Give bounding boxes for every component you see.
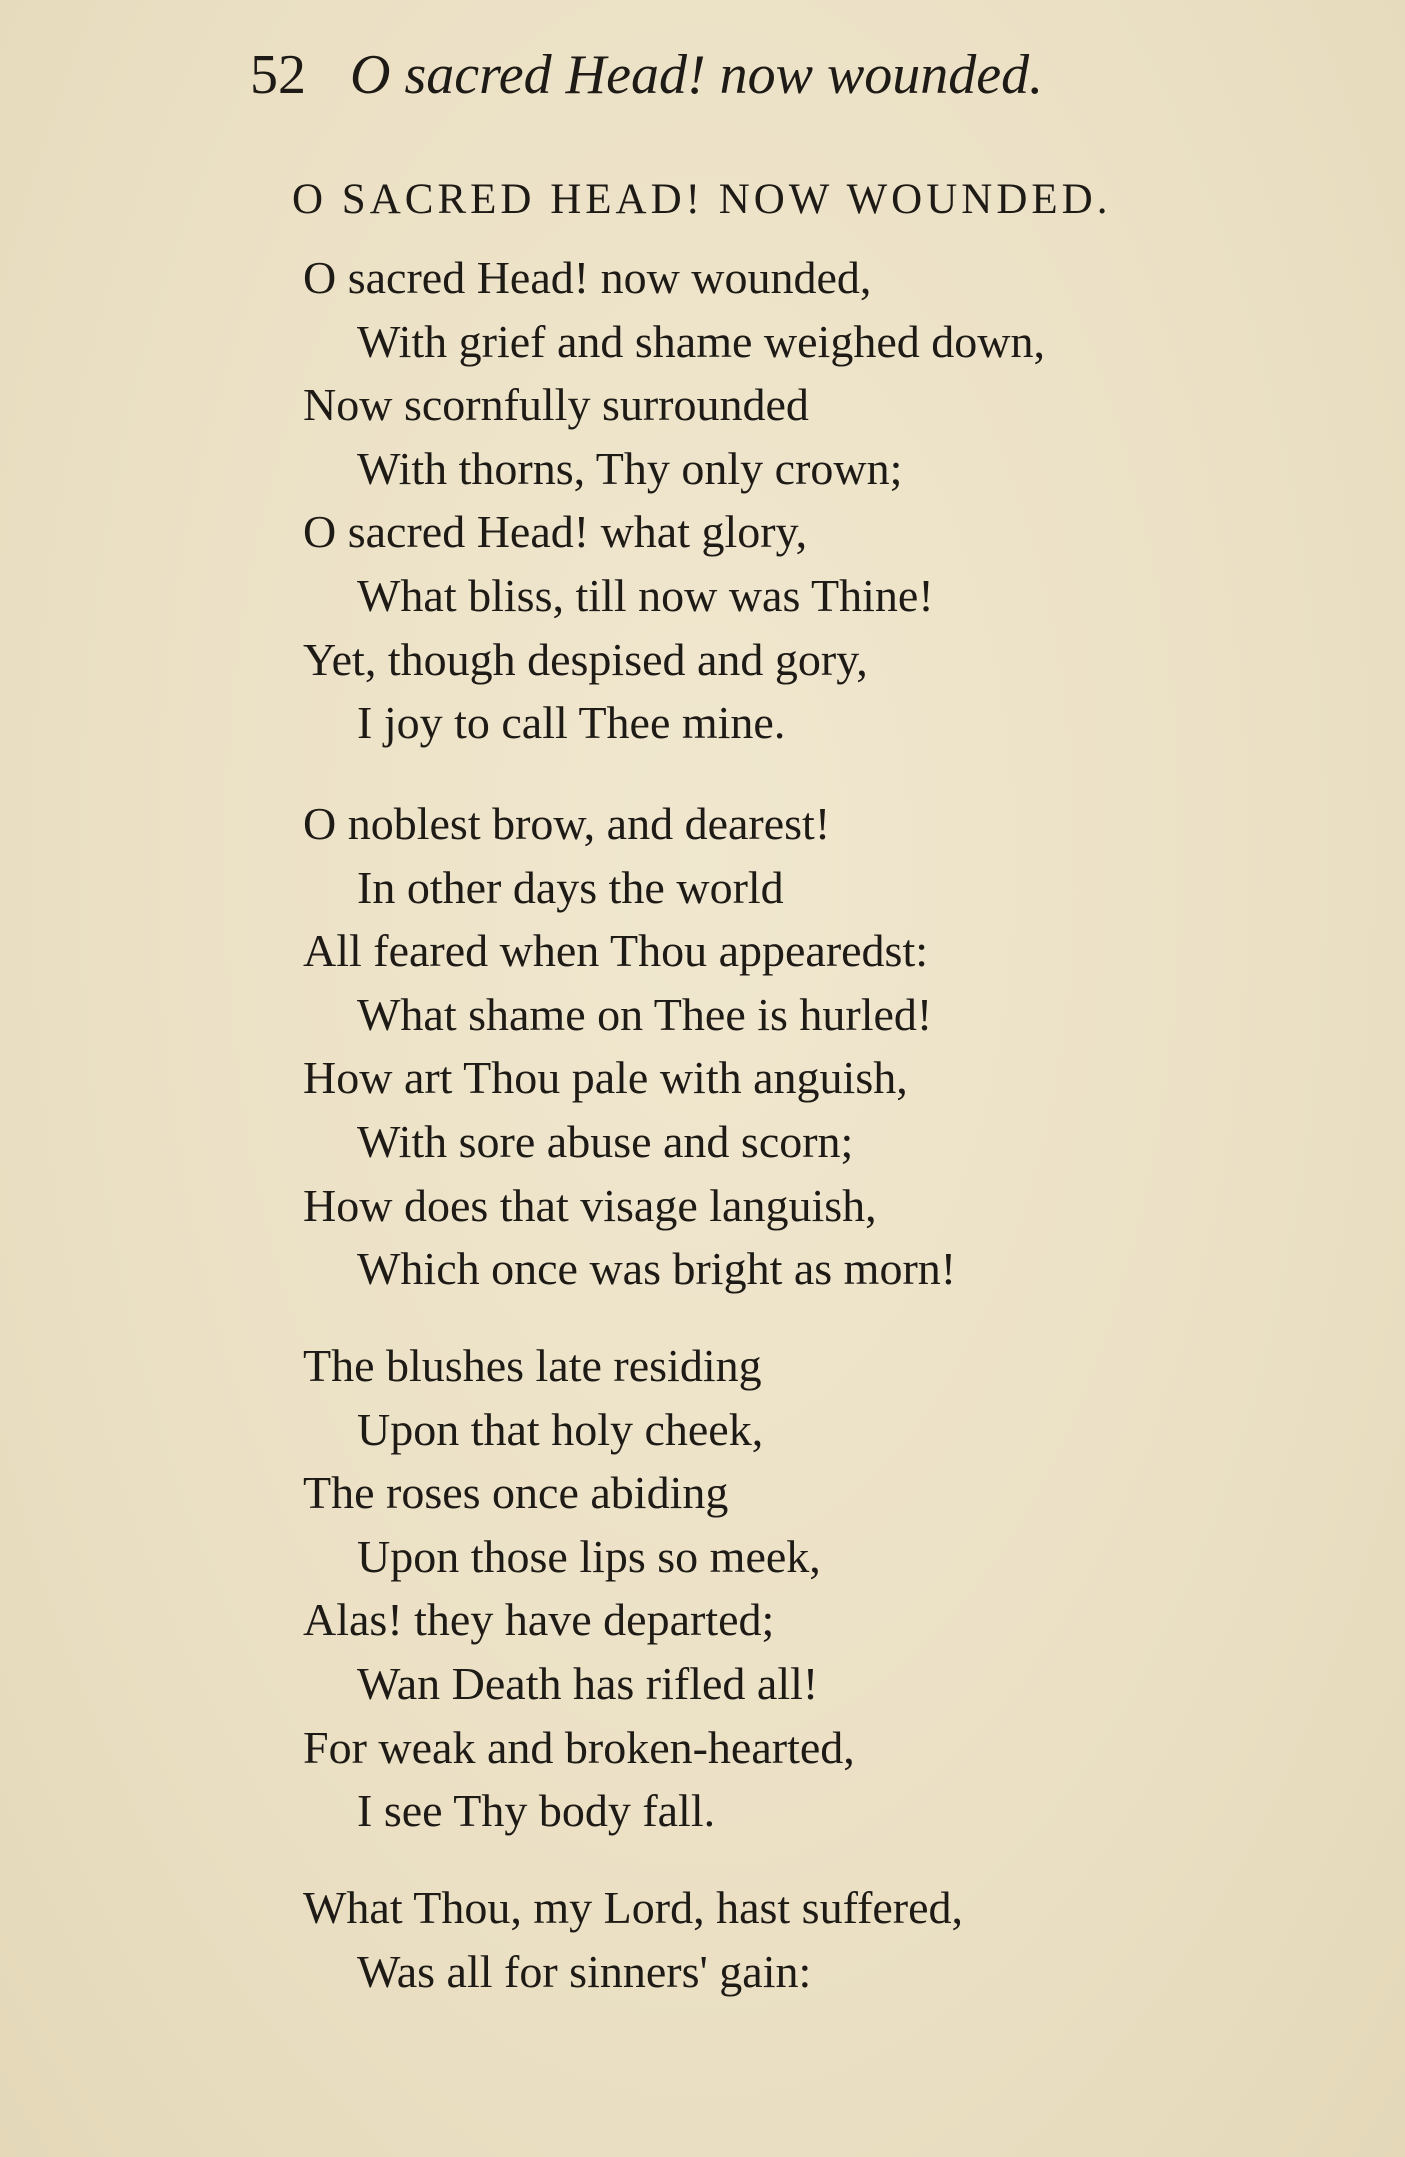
poem-line: What bliss, till now was Thine!: [357, 569, 934, 621]
poem-line: How art Thou pale with anguish,: [303, 1052, 908, 1104]
poem-line: With grief and shame weighed down,: [357, 315, 1045, 367]
poem-line: For weak and broken-hearted,: [303, 1721, 855, 1773]
poem-line: What shame on Thee is hurled!: [357, 988, 933, 1040]
running-title: O sacred Head! now wounded.: [350, 44, 1044, 106]
stanza-1: [303, 246, 1045, 755]
poem-line: Wan Death has rifled all!: [357, 1657, 819, 1709]
poem-line: In other days the world: [357, 861, 784, 913]
poem-line: Upon that holy cheek,: [357, 1403, 764, 1455]
poem-line: The blushes late residing: [303, 1340, 762, 1391]
poem-line: Now scornfully surrounded: [303, 379, 809, 431]
stanza-2: [303, 792, 956, 1301]
poem-line: With thorns, Thy only crown;: [357, 442, 903, 494]
poem-line: Yet, though despised and gory,: [303, 633, 868, 685]
stanza-4: [303, 1876, 963, 2003]
poem-line: Which once was bright as morn!: [357, 1243, 957, 1295]
poem-line: Was all for sinners' gain:: [357, 1945, 812, 1997]
stanza-3: [303, 1334, 855, 1843]
poem-line: How does that visage languish,: [303, 1179, 877, 1231]
poem-line: With sore abuse and scorn;: [357, 1115, 854, 1167]
poem-line: The roses once abiding: [303, 1467, 729, 1519]
poem-line: I see Thy body fall.: [357, 1785, 716, 1837]
page-number: 52: [250, 44, 306, 106]
poem-line: I joy to call Thee mine.: [357, 697, 786, 749]
poem-line: What Thou, my Lord, hast suffered,: [303, 1882, 964, 1933]
poem-line: O sacred Head! what glory,: [303, 506, 808, 558]
poem-line: All feared when Thou appearedst:: [303, 925, 929, 977]
poem-line: O sacred Head! now wounded,: [303, 252, 872, 303]
poem-line: Alas! they have departed;: [303, 1594, 775, 1646]
poem-line: Upon those lips so meek,: [357, 1530, 821, 1582]
running-head: [250, 40, 1043, 110]
poem-line: O noblest brow, and dearest!: [303, 798, 831, 849]
poem-title: O SACRED HEAD! NOW WOUNDED.: [292, 176, 1112, 223]
